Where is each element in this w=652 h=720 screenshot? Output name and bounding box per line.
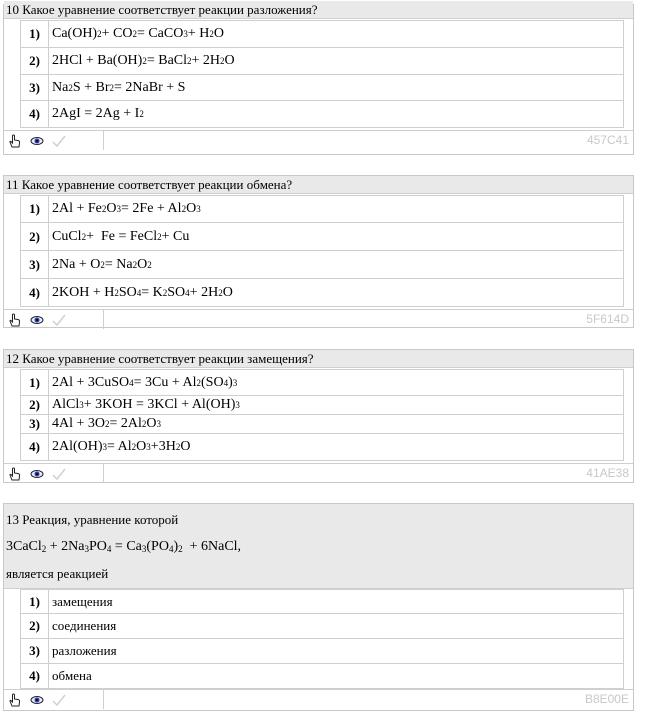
question-block-11 [3,175,634,328]
answer-number: 3) [21,415,49,433]
question-equation: 3CaCl$_2$ + $2Na_3PO_4 = Ca_3(PO_4)_2$ + 6NaCl, [6,539,242,554]
answer-text: соединения [52,618,117,633]
checkmark-icon[interactable] [51,466,67,482]
answer-option-4[interactable] [21,101,623,128]
answer-text: замещения [52,593,113,609]
answer-text: обмена [52,668,92,683]
question-block-12 [3,349,634,483]
answer-option-3[interactable] [21,639,623,664]
checkmark-icon[interactable] [51,133,67,149]
question-block-10 [3,4,634,155]
question-title: 13 Реакция, уравнение которой [6,512,179,527]
answer-list [20,195,624,307]
answer-option-2[interactable] [21,223,623,251]
hand-pointer-icon[interactable] [7,312,23,328]
answer-number: 1) [21,196,49,222]
answer-number: 1) [21,370,49,395]
checkmark-icon[interactable] [51,692,67,708]
answer-option-4[interactable] [21,434,623,461]
question-code: B8E00E [584,692,629,706]
hand-pointer-icon[interactable] [7,466,23,482]
footer-icons [4,310,104,329]
hand-pointer-icon[interactable] [7,692,23,708]
answer-number: 2) [21,223,49,250]
answer-option-2[interactable] [21,614,623,639]
answer-number: 2) [21,614,49,638]
answer-number: 1) [21,590,49,613]
question-title: 12 Какое уравнение соответствует реакции замещения? [4,350,633,368]
answer-option-4[interactable] [21,664,623,689]
checkmark-icon[interactable] [51,312,67,328]
answer-number: 2) [21,396,49,414]
answer-option-3[interactable] [21,251,623,279]
question-footer [4,309,633,329]
answer-text: 2AgI = 2Ag + I 2 [52,106,144,121]
answer-option-4[interactable] [21,279,623,307]
hand-pointer-icon[interactable] [7,133,23,149]
answer-number: 3) [21,251,49,278]
answer-number: 3) [21,639,49,663]
answer-option-1[interactable] [21,589,623,614]
answer-text: CuCl 2 + Fe = FeCl 2 + Cu [52,228,190,244]
answer-text: 4Al + 3O 2 = 2Al 2 O 3 [52,416,162,431]
answer-number: 4) [21,664,49,688]
question-tail: является реакцией [6,566,109,581]
answer-text: AlCl 3 + 3KOH = 3KCl + Al(OH) 3 [52,397,240,412]
answer-option-1[interactable] [21,195,623,223]
question-code: 41AE38 [586,466,629,480]
question-code: 5F614D [586,312,629,326]
answer-number: 1) [21,21,49,47]
answer-text: 2Al + 3CuSO 4 = 3Cu + Al 2 (SO 4 ) 3 [52,374,238,390]
question-title: 10 Какое уравнение соответствует реакции разложения? [4,1,633,19]
answer-number: 2) [21,48,49,74]
answer-option-3[interactable] [21,75,623,101]
question-stem [4,504,633,589]
answer-text: 2HCl + Ba(OH) 2 = BaCl 2 + 2H 2 O [52,53,235,68]
question-footer [4,463,633,483]
answer-option-2[interactable] [21,396,623,415]
eye-icon[interactable] [29,692,45,708]
answer-list [20,20,624,128]
answer-text: Ca(OH) 2 + CO 2 = CaCO 3 + H 2 O [52,26,224,41]
answer-text: 2KOH + H 2 SO 4 = K 2 SO 4 + 2H 2 O [52,284,233,300]
answer-number: 4) [21,279,49,306]
answer-option-3[interactable] [21,415,623,434]
answer-text: 2Al(OH) 3 = Al 2 O 3 +3H 2 O [52,439,191,454]
answer-option-2[interactable] [21,48,623,75]
question-footer [4,130,633,150]
eye-icon[interactable] [29,312,45,328]
footer-icons [4,464,104,483]
answer-number: 4) [21,434,49,460]
eye-icon[interactable] [29,133,45,149]
footer-icons [4,131,104,150]
answer-text: разложения [52,643,117,658]
question-block-13 [3,503,634,711]
question-code: 457C41 [586,133,629,147]
footer-icons [4,690,104,709]
answer-number: 4) [21,101,49,127]
question-footer [4,689,633,709]
answer-number: 3) [21,75,49,100]
answer-option-1[interactable] [21,20,623,48]
question-title: 11 Какое уравнение соответствует реакции обмена? [4,176,633,194]
eye-icon[interactable] [29,466,45,482]
answer-text: Na 2 S + Br 2 = 2NaBr + S [52,79,186,95]
answer-list [20,369,624,461]
answer-list [20,589,624,689]
answer-option-1[interactable] [21,369,623,396]
answer-text: 2Al + Fe 2 O 3 = 2Fe + Al 2 O 3 [52,201,201,216]
answer-text: 2Na + O 2 = Na 2 O 2 [52,256,152,272]
